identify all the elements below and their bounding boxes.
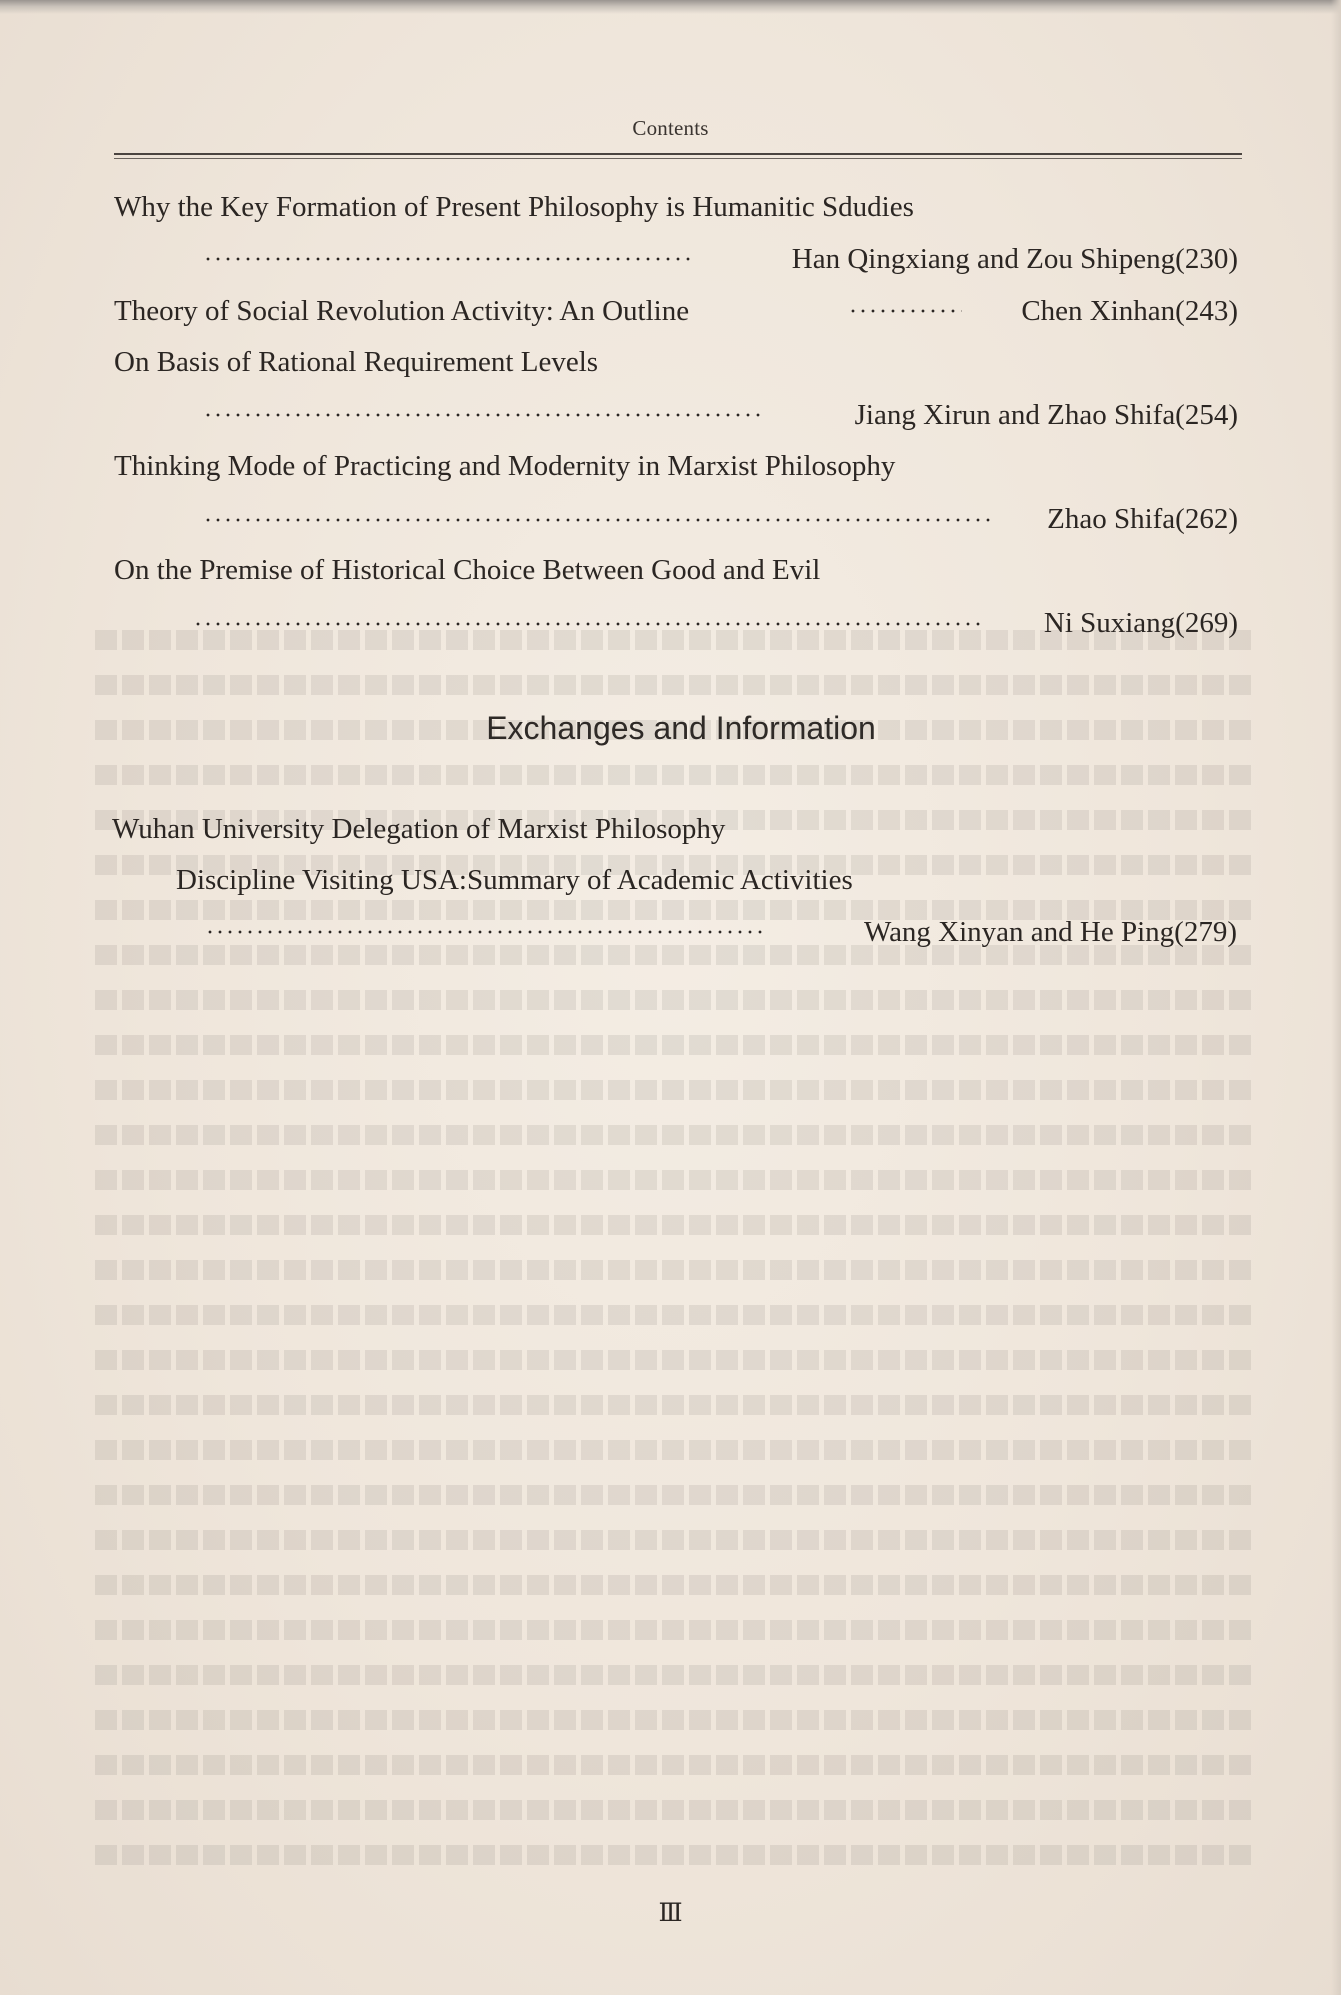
entry-title: Why the Key Formation of Present Philosophy is Humanitic Sdudies [114,191,914,223]
header-rule-thin [114,158,1242,159]
right-edge-shadow [1331,0,1341,1995]
leader-dots [193,622,983,626]
entry-title-continued: Discipline Visiting USA:Summary of Academic Activities [176,864,853,896]
leader-dots [848,309,962,313]
entry-title: On the Premise of Historical Choice Between Good and Evil [114,554,821,586]
entry-title: Thinking Mode of Practicing and Modernity in Marxist Philosophy [114,450,896,482]
section-heading: Exchanges and Information [486,710,876,746]
entry-author-page: Wang Xinyan and He Ping(279) [864,916,1237,948]
entry-author-page: Jiang Xirun and Zhao Shifa(254) [854,399,1238,431]
entry-title: On Basis of Rational Requirement Levels [114,346,599,378]
leader-dots [203,257,691,261]
entry-author-page: Chen Xinhan(243) [1021,295,1238,327]
entry-title: Wuhan University Delegation of Marxist Philosophy [112,813,726,845]
leader-dots [203,413,761,417]
header-rule-thick [114,153,1242,155]
top-edge-shadow [0,0,1341,14]
leader-dots [205,930,765,934]
entry-title: Theory of Social Revolution Activity: An Outline [114,295,690,327]
running-head: Contents [632,116,709,140]
page-number: Ⅲ [658,1900,683,1927]
entry-author-page: Ni Suxiang(269) [1043,607,1238,639]
entry-author-page: Han Qingxiang and Zou Shipeng(230) [791,243,1238,275]
leader-dots [203,518,993,522]
entry-author-page: Zhao Shifa(262) [1047,503,1238,535]
